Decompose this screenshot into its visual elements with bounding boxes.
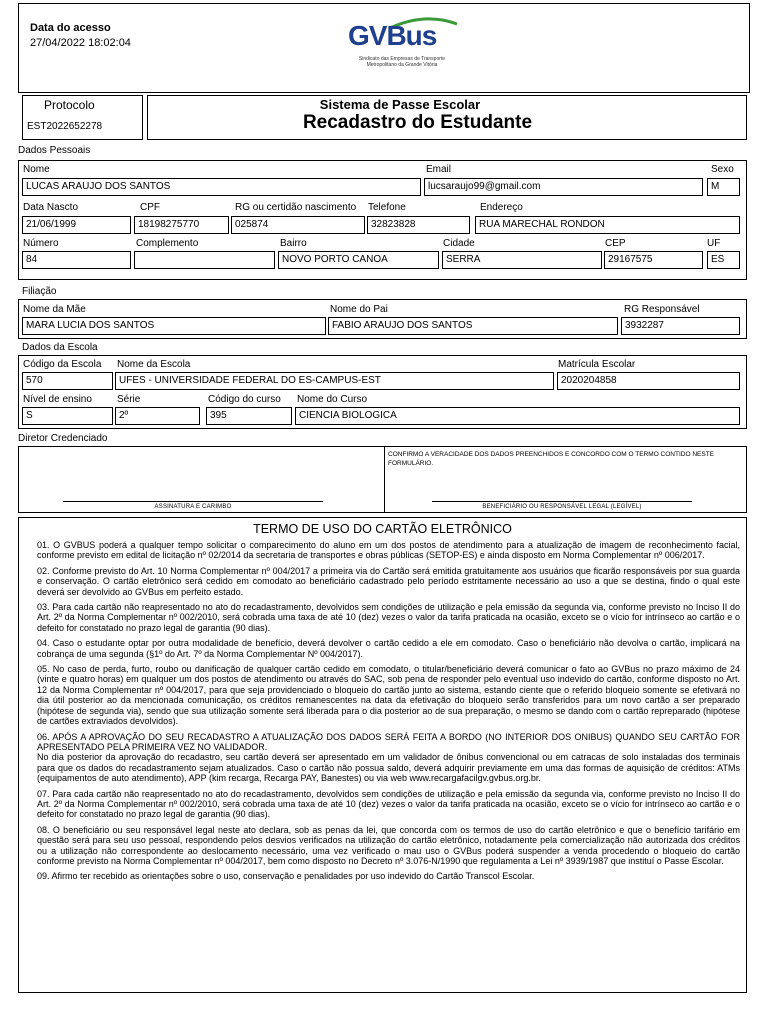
level-field[interactable]: S xyxy=(22,407,113,425)
birth-label: Data Nascto xyxy=(23,202,79,213)
terms-paragraph-1: 01. O GVBUS poderá a qualquer tempo solicitar o comparecimento do aluno em um dos postos de atendimento para a atualização de imagem de reconhecimento facial, conforme previsto em edital de licitação nº 02/2014 da secretaria de transportes e obras públicas (SETOP-ES) e ainda disposto em Norma Complementar nº 006/2017. xyxy=(37,540,740,561)
terms-paragraph-3: 03. Para cada cartão não reapresentado no ato do recadastramento, devolvidos sem condições de utilização e pela emissão da segunda via, conforme previsto no Inciso II do Art. 2º da Norma Complementar nº 002/2010, será cobrada uma taxa de até 10 (dez) vezes o valor da tarifa praticada na ocasião, exceto se o vício for intrínseco ao cartão e o defeito for constatado no prazo legal de garantia (90 dias). xyxy=(37,602,740,633)
terms-paragraph-2: 02. Conforme previsto do Art. 10 Norma Complementar nº 004/2017 a primeira via do Cartão será emitida gratuitamente aos usuários que ficarão responsáveis por sua guarda e conservação. O cartão eletrônico será cedido em comodato ao beneficiário cadastrado pelo período estritamente necessário ao uso a que se destina, findo o qual este deverá ser devolvido ao GVBus em perfeito estado. xyxy=(37,565,740,597)
mother-label: Nome da Mãe xyxy=(23,304,86,315)
city-field[interactable]: SERRA xyxy=(442,251,602,269)
course-name-label: Nome do Curso xyxy=(297,394,368,405)
terms-paragraph-8: 08. O beneficiário ou seu responsável legal neste ato declara, sob as penas da lei, que concorda com os termos de uso do cartão eletrônico e que o benefício tarifário em questão será para seu uso pessoal, respondendo pelos desvios verificados na utilização do cartão eletrônico, notadamente pela comercialização não autorizada dos créditos ou a utilização não correspondente ao deslocamento necessário, uma vez verificado o mau uso o GVBus poderá suspender a venda procedendo o bloqueio do cartão conforme previsto na Norma Complementar nº 004/2017, bem como disposto no Decreto nº 3.076-N/1990 que regulamenta a Lei nº 3939/1987 que instituí o Passe Escolar. xyxy=(37,824,740,866)
cep-label: CEP xyxy=(605,238,626,249)
email-label: Email xyxy=(426,164,452,175)
personal-section-title: Dados Pessoais xyxy=(18,145,91,156)
phone-field[interactable]: 32823828 xyxy=(367,216,470,234)
birth-field[interactable]: 21/06/1999 xyxy=(22,216,131,234)
logo-text: GVBus xyxy=(348,20,437,51)
access-label: Data do acesso xyxy=(30,22,111,34)
number-field[interactable]: 84 xyxy=(22,251,131,269)
beneficiary-signature-caption: BENEFICIÁRIO OU RESPONSÁVEL LEGAL (LEGÍVEL) xyxy=(482,504,642,510)
school-code-field[interactable]: 570 xyxy=(22,372,113,390)
enrollment-label: Matrícula Escolar xyxy=(558,359,636,370)
course-code-label: Código do curso xyxy=(208,394,281,405)
school-name-field[interactable]: UFES - UNIVERSIDADE FEDERAL DO ES-CAMPUS-EST xyxy=(115,372,554,390)
sex-field[interactable]: M xyxy=(707,178,740,196)
cpf-label: CPF xyxy=(140,202,160,213)
uf-label: UF xyxy=(707,238,721,249)
terms-paragraph-5: 05. No caso de perda, furto, roubo ou danificação de qualquer cartão cedido em comodato, o titular/beneficiário deverá comunicar o fato ao GVBus no prazo máximo de 24 (vinte e quatro horas) em qualquer um dos postos de atendimento ou através do SAC, sob pena de responder pelo eventual uso indevido do cartão, conforme disposto no Art. 12 da Norma Complementar nº 004/2017, para que seja providenciado o bloqueio do cartão junto ao sistema, estando ciente que o referido bloqueio somente se efetivará no dia útil posterior ao da mencionada comunicação, os créditos remanescentes na data da efetivação do bloqueio serão transferidos para um novo cartão a ser preparado (hipótese de segunda via), sendo que sua utilização somente será liberada para o dia posterior ao de sua preparação, o mesmo se dando com o cartão repreparado (hipótese de cartões extraviados devolvidos). xyxy=(37,664,740,727)
rg-field[interactable]: 025874 xyxy=(231,216,365,234)
grade-label: Série xyxy=(117,394,141,405)
gvbus-logo xyxy=(345,14,465,74)
system-title: Sistema de Passe Escolar xyxy=(319,97,481,112)
terms-body xyxy=(37,540,740,887)
complement-label: Complemento xyxy=(136,238,199,249)
rg-label: RG ou certidão nascimento xyxy=(235,202,357,213)
confirm-text: CONFIRMO A VERACIDADE DOS DADOS PREENCHIDOS E CONCORDO COM O TERMO CONTIDO NESTE FORMULÁRIO. xyxy=(388,451,714,467)
grade-field[interactable]: 2º xyxy=(115,407,200,425)
rg-resp-label: RG Responsável xyxy=(624,304,700,315)
course-code-field[interactable]: 395 xyxy=(206,407,292,425)
cpf-field[interactable]: 18198275770 xyxy=(134,216,229,234)
course-name-field[interactable]: CIENCIA BIOLOGICA xyxy=(295,407,740,425)
terms-paragraph-6-body: No dia posterior da aprovação do recadastro, seu cartão deverá ser apresentado em um validador de ônibus convencional ou em catracas de solo instaladas dos terminais para que os dados do recadastramento sejam atualizados. Caso o cartão não possua saldo, deverá adquirir previamente em uma das formas de aquisição de créditos: ATMs (equipamentos de auto atendimento), APP (kim recarga, Recarga PAY, Banestes) ou via web www.recargafacilgv.gvbus.org.br. xyxy=(37,752,740,784)
school-section-title: Dados da Escola xyxy=(22,342,98,353)
terms-paragraph-6-heading: 06. APÓS A APROVAÇÃO DO SEU RECADASTRO A ATUALIZAÇÃO DOS DADOS SERÁ FEITA A BORDO (NO INTERIOR DOS ONIBUS) QUANDO SEU CARTÃO FOR APRESENTADO PELA PRIMEIRA VEZ NO VALIDADOR. xyxy=(37,731,740,752)
level-label: Nível de ensino xyxy=(23,394,92,405)
mother-field[interactable]: MARA LUCIA DOS SANTOS xyxy=(22,317,326,335)
signature-line-director xyxy=(63,501,323,502)
signature-line-beneficiary xyxy=(432,501,692,502)
logo-subtitle: Sindicato das Empresas de Transporte Metropolitano da Grande Vitória xyxy=(358,56,446,68)
protocol-label: Protocolo xyxy=(44,98,95,112)
sex-label: Sexo xyxy=(711,164,734,175)
city-label: Cidade xyxy=(443,238,475,249)
access-value: 27/04/2022 18:02:04 xyxy=(30,37,131,49)
address-field[interactable]: RUA MARECHAL RONDON xyxy=(475,216,740,234)
terms-paragraph-4: 04. Caso o estudante optar por outra modalidade de benefício, deverá devolver o cartão cedido a ele em comodato. Caso o beneficiário não devolva o cartão, implicará na cobrança de uma segunda (§1º do Art. 7º da Norma Complementar Nº 004/2017). xyxy=(37,638,740,659)
district-label: Bairro xyxy=(280,238,307,249)
father-label: Nome do Pai xyxy=(330,304,388,315)
uf-field[interactable]: ES xyxy=(707,251,740,269)
form-title: Recadastro do Estudante xyxy=(302,112,533,133)
parents-section-title: Filiação xyxy=(22,286,57,297)
phone-label: Telefone xyxy=(368,202,406,213)
school-code-label: Código da Escola xyxy=(23,359,102,370)
number-label: Número xyxy=(23,238,59,249)
director-signature-caption: ASSINATURA E CARIMBO xyxy=(154,504,232,510)
terms-title: TERMO DE USO DO CARTÃO ELETRÔNICO xyxy=(253,522,512,536)
district-field[interactable]: NOVO PORTO CANOA xyxy=(278,251,439,269)
rg-resp-field[interactable]: 3932287 xyxy=(621,317,740,335)
protocol-value: EST2022652278 xyxy=(27,121,103,132)
cep-field[interactable]: 29167575 xyxy=(604,251,703,269)
email-field[interactable]: lucsaraujo99@gmail.com xyxy=(424,178,703,196)
terms-paragraph-9: 09. Afirmo ter recebido as orientações sobre o uso, conservação e penalidades por uso indevido do Cartão Transcol Escolar. xyxy=(37,871,535,882)
name-field[interactable]: LUCAS ARAUJO DOS SANTOS xyxy=(22,178,421,196)
enrollment-field[interactable]: 2020204858 xyxy=(557,372,740,390)
address-label: Endereço xyxy=(480,202,523,213)
signature-left-box xyxy=(18,446,385,513)
father-field[interactable]: FABIO ARAUJO DOS SANTOS xyxy=(328,317,618,335)
name-label: Nome xyxy=(23,164,50,175)
signature-section-title: Diretor Credenciado xyxy=(18,433,108,444)
terms-paragraph-7: 07. Para cada cartão não reapresentado no ato do recadastramento, devolvidos sem condições de utilização e pela emissão da segunda via, conforme previsto no Inciso II do Art. 2º da Norma Complementar nº 002/2010, será cobrada uma taxa de até 10 (dez) vezes o valor da tarifa praticada na ocasião, exceto se o vício for intrínseco ao cartão e o defeito for constatado no prazo legal de garantia (90 dias). xyxy=(37,788,740,820)
complement-field[interactable] xyxy=(134,251,275,269)
school-name-label: Nome da Escola xyxy=(117,359,191,370)
